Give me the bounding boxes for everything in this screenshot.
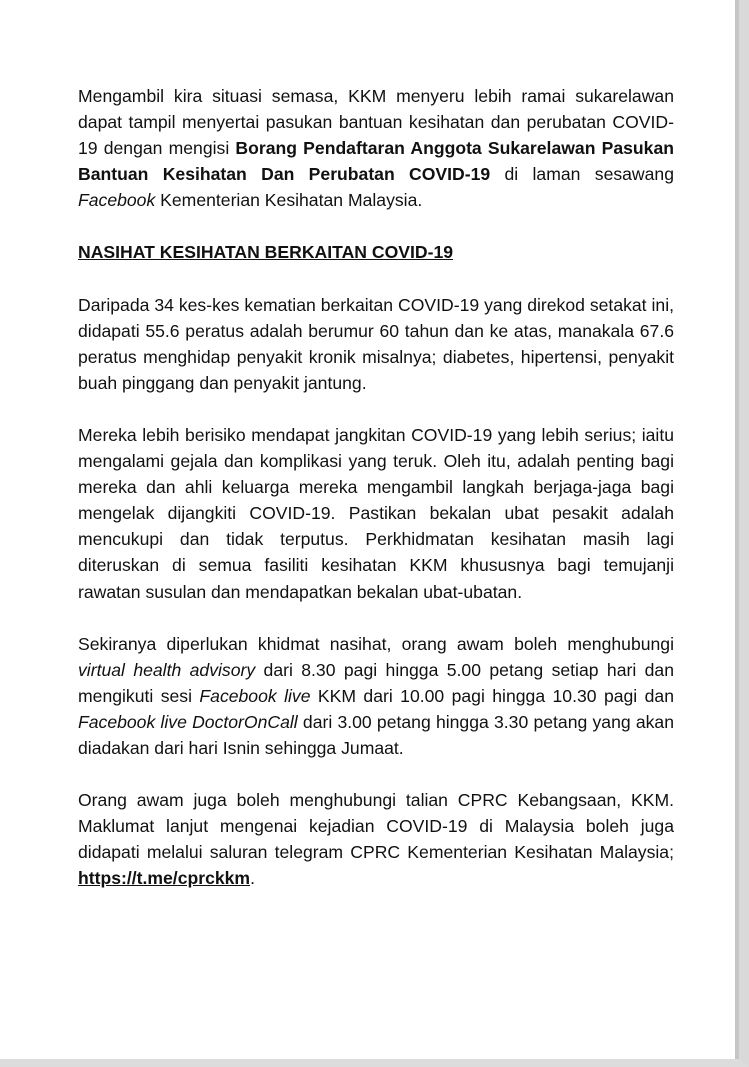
paragraph-cprc-contact: [78, 787, 674, 891]
virtual-health-advisory-italic: virtual health advisory: [78, 659, 256, 680]
paragraph-high-risk-advice: Mereka lebih berisiko mendapat jangkitan COVID-19 yang lebih serius; iaitu mengalami gejala dan komplikasi yang teruk. Oleh itu, adalah penting bagi mereka dan ahli keluarga mereka mengambil langkah berjaga-jaga bagi mengelak dijangkiti COVID-19. Pastikan bekalan ubat pesakit adalah mencukupi dan tidak terputus. Perkhidmatan kesihatan masih lagi diteruskan di semua fasiliti kesihatan KKM khususnya bagi temujanji rawatan susulan dan mendapatkan bekalan ubat-ubatan.: [78, 424, 674, 602]
p1-facebook-italic: Facebook: [78, 190, 156, 211]
p5-text-1: Orang awam juga boleh menghubungi talian CPRC Kebangsaan, KKM. Maklumat lanjut mengenai kejadian COVID-19 di Malaysia boleh juga didapati melalui saluran telegram CPRC Kementerian Kesihatan Malaysia;: [78, 790, 674, 863]
p4-text-4: dari 3.00 petang hingga 3.30 petang yang akan diadakan dari hari Isnin sehingga Jumaat.: [78, 711, 675, 758]
p4-text-1: Sekiranya diperlukan khidmat nasihat, orang awam boleh menghubungi: [78, 633, 674, 654]
p1-text-2: di laman sesawang: [490, 164, 674, 185]
document-body: [78, 83, 674, 917]
paragraph-health-advisory-services: [78, 631, 674, 761]
section-heading: NASIHAT KESIHATAN BERKAITAN COVID-19: [78, 242, 454, 263]
p5-text-2: .: [250, 868, 255, 889]
paragraph-volunteer-registration: [78, 83, 674, 213]
paragraph-death-statistics: Daripada 34 kes-kes kematian berkaitan COVID-19 yang direkod setakat ini, didapati 55.6 peratus adalah berumur 60 tahun dan ke atas, manakala 67.6 peratus menghidap penyakit kronik misalnya; diabetes, hipertensi, penyakit buah pinggang dan penyakit jantung.: [78, 294, 674, 393]
p4-text-3: KKM dari 10.00 pagi hingga 10.30 pagi dan: [310, 685, 674, 706]
telegram-link[interactable]: https://t.me/cprckkm: [78, 868, 251, 889]
registration-form-name: Borang Pendaftaran Anggota Sukarelawan Pasukan Bantuan Kesihatan Dan Perubatan COVID-19: [78, 138, 674, 185]
facebook-live-italic: Facebook live: [199, 685, 311, 706]
facebook-live-doctoroncall-italic: Facebook live DoctorOnCall: [78, 711, 298, 732]
p4-text-2: dari 8.30 pagi hingga 5.00 petang setiap hari dan mengikuti sesi: [78, 659, 674, 706]
p1-text-1: Mengambil kira situasi semasa, KKM menyeru lebih ramai sukarelawan dapat tampil menyertai pasukan bantuan kesihatan dan perubatan COVID-19 dengan mengisi: [78, 86, 674, 159]
p1-text-3: Kementerian Kesihatan Malaysia.: [155, 190, 423, 211]
